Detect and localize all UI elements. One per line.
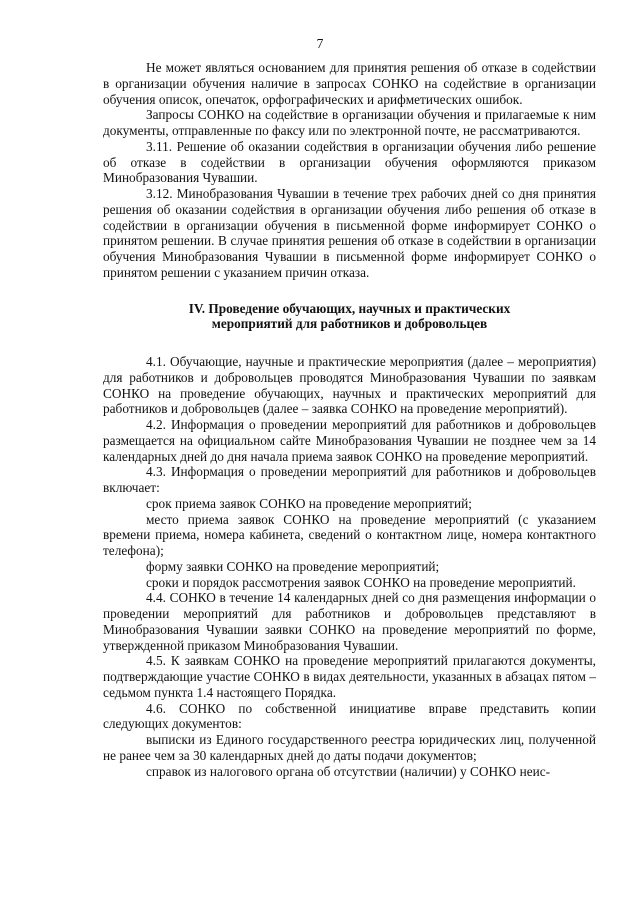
page-number: 7: [316, 36, 324, 51]
list-item-application-form: форму заявки СОНКО на проведение мероприятий;: [146, 558, 440, 574]
list-item-tax-certificates: справок из налогового органа об отсутствии (наличии) у СОНКО неис-: [146, 763, 551, 779]
list-item-application-period: срок приема заявок СОНКО на проведение мероприятий;: [146, 495, 472, 511]
list-item-egrul-extract: выписки из Единого государственного реестра юридических лиц, полученной не ранее чем за 30 календарных дней до даты подачи документов;: [103, 732, 596, 763]
paragraph-4-5: 4.5. К заявкам СОНКО на проведение мероприятий прилагаются документы, подтверждающие участие СОНКО в видах деятельности, указанных в абзацах пятом – седьмом пункта 1.4 настоящего Порядка.: [103, 653, 596, 700]
paragraph-4-2: 4.2. Информация о проведении мероприятий для работников и добровольцев размещается на официальном сайте Минобразования Чувашии не позднее чем за 14 календарных дней до дня начала приема заявок СОНКО на проведение мероприятий.: [103, 417, 596, 464]
paragraph-3-11: 3.11. Решение об оказании содействия в организации обучения либо решение об отказе в содействии в организации обучения оформляются приказом Минобразования Чувашии.: [103, 138, 596, 186]
paragraph-3-12: 3.12. Минобразования Чувашии в течение трех рабочих дней со дня принятия решения об оказании содействия в организации обучения либо решения об отказе в содействии в организации обучения в письменной форме информирует СОНКО о принятом решении. В случае принятия решения об отказе в содействии в организации обучения Минобразования Чувашии в письменной форме информирует СОНКО о принятом решении с указанием причин отказа.: [103, 186, 596, 280]
paragraph-no-grounds-refusal: Не может являться основанием для принятия решения об отказе в содействии в организации обучения наличие в запросах СОНКО на содействие в организации обучения описок, опечаток, орфографических и арифметических ошибок.: [103, 60, 596, 107]
section-heading-line-1: IV. Проведение обучающих, научных и практических: [188, 300, 511, 316]
section-heading: [103, 301, 596, 333]
list-item-review-terms: сроки и порядок рассмотрения заявок СОНКО на проведение мероприятий.: [146, 574, 576, 590]
paragraph-4-6: 4.6. СОНКО по собственной инициативе вправе представить копии следующих документов:: [103, 700, 596, 732]
document-body: [103, 60, 596, 779]
paragraph-4-4: 4.4. СОНКО в течение 14 календарных дней со дня размещения информации о проведении мероприятий для работников и добровольцев представляют в Минобразования Чувашии заявки СОНКО на проведение мероприятий по форме, утвержденной приказом Минобразования Чувашии.: [103, 590, 596, 653]
paragraph-4-3: 4.3. Информация о проведении мероприятий для работников и добровольцев включает:: [103, 464, 596, 495]
paragraph-4-1: 4.1. Обучающие, научные и практические мероприятия (далее – мероприятия) для работников и добровольцев проводятся Минобразования Чувашии по заявкам СОНКО на проведение обучающих, научных и практических мероприятий для работников и добровольцев (далее – заявка СОНКО на проведение мероприятий).: [103, 354, 596, 417]
paragraph-fax-email-requests: Запросы СОНКО на содействие в организации обучения и прилагаемые к ним документы, отправленные по факсу или по электронной почте, не рассматриваются.: [103, 107, 596, 138]
list-item-application-place: место приема заявок СОНКО на проведение мероприятий (с указанием времени приема, номера кабинета, сведений о контактном лице, номера контактного телефона);: [103, 511, 596, 558]
section-heading-line-2: мероприятий для работников и добровольцев: [211, 316, 488, 332]
